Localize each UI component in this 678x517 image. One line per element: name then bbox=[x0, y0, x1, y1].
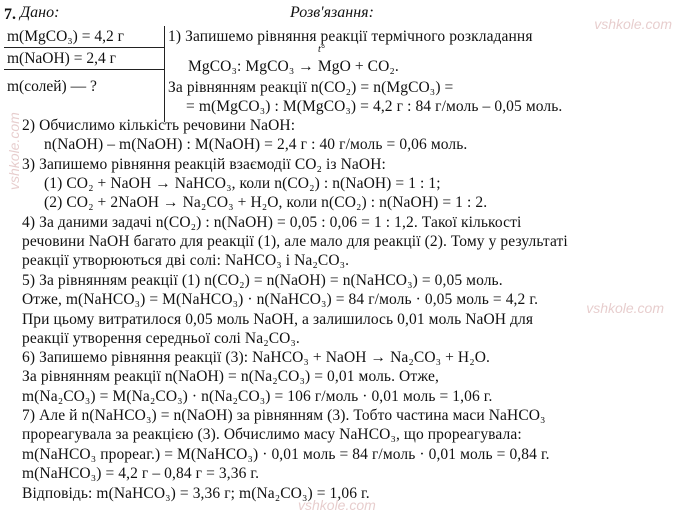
solution-line: При цьому витратилося 0,05 моль NaOH, а залишилось 0,01 моль NaOH для bbox=[22, 311, 534, 328]
solution-line: (1) CO₂ + NaOH → NaHCO₃, коли n(CO₂) : n(NaOH) = 1 : 1; bbox=[44, 175, 441, 192]
solution-line: m(Na₂CO₃) = M(Na₂CO₃) · n(Na₂CO₃) = 106 г/моль · 0,01 моль = 1,06 г. bbox=[22, 388, 493, 405]
given-find-salts: m(солей) — ? bbox=[7, 78, 97, 95]
solution-line: MgCO₃: MgCO₃ → MgO + CO₂. bbox=[188, 58, 399, 75]
solution-line: прореагувала за реакцією (3). Обчислимо масу NaHCO₃, що прореагувала: bbox=[22, 426, 522, 443]
solution-line: 6) Запишемо рівняння реакції (3): NaHCO₃ + NaOH → Na₂CO₃ + H₂O. bbox=[22, 349, 490, 366]
watermark-text: vshkole.com bbox=[586, 300, 664, 316]
watermark-text: vshkole.com bbox=[298, 497, 376, 513]
solution-line: речовини NaOH багато для реакції (1), але мало для реакції (2). Тому у результаті bbox=[22, 233, 568, 250]
solution-line: За рівнянням реакції n(CO₂) = n(MgCO₃) = bbox=[168, 79, 454, 96]
answer-line: Відповідь: m(NaHCO₃) = 3,36 г; m(Na₂CO₃) = 1,06 г. bbox=[22, 485, 370, 502]
given-rule-1 bbox=[4, 47, 164, 48]
given-mass-mgco3: m(MgCO₃) = 4,2 г bbox=[7, 28, 124, 45]
solution-line: реакції утворення середньої солі Na₂CO₃. bbox=[22, 330, 300, 347]
solution-line: = m(MgCO₃) : M(MgCO₃) = 4,2 г : 84 г/моль – 0,05 моль. bbox=[186, 98, 563, 115]
watermark-text: vshkole.com bbox=[594, 16, 672, 32]
given-title: Дано: bbox=[20, 4, 60, 21]
solution-line: 4) За даними задачі n(CO₂) : n(NaOH) = 0,05 : 0,06 = 1 : 1,2. Такої кількості bbox=[22, 214, 522, 231]
problem-number: 7. bbox=[4, 6, 16, 23]
given-rule-2 bbox=[4, 69, 164, 70]
solution-line: реакції утворюються дві солі: NaHCO₃ і Na₂CO₃. bbox=[22, 252, 350, 269]
solution-line: m(NaHCO₃) = 4,2 г – 0,84 г = 3,36 г. bbox=[22, 465, 260, 482]
solution-line: 7) Але й n(NaHCO₃) = n(NaOH) за рівнянням (3). Тобто частина маси NaHCO₃ bbox=[22, 407, 546, 424]
solution-line: Отже, m(NaHCO₃) = M(NaHCO₃) · n(NaHCO₃) = 84 г/моль · 0,05 моль = 4,2 г. bbox=[22, 291, 539, 308]
solution-line: m(NaHCO₃ прореаг.) = M(NaHCO₃) · 0,01 моль = 84 г/моль · 0,01 моль = 0,84 г. bbox=[22, 446, 550, 463]
given-separator bbox=[164, 26, 165, 122]
reaction-condition-t: t° bbox=[318, 44, 325, 55]
solution-line: (2) CO₂ + 2NaOH → Na₂CO₃ + H₂O, коли n(CO₂) : n(NaOH) = 1 : 2. bbox=[44, 194, 488, 211]
solution-title: Розв'язання: bbox=[290, 4, 374, 21]
given-mass-naoh: m(NaOH) = 2,4 г bbox=[7, 50, 116, 67]
solution-line: За рівнянням реакції n(NaOH) = n(Na₂CO₃) = 0,01 моль. Отже, bbox=[22, 368, 439, 385]
solution-line: 2) Обчислимо кількість речовини NaOH: bbox=[22, 117, 296, 134]
solution-line: 1) Запишемо рівняння реакції термічного розкладання bbox=[168, 28, 533, 45]
solution-line: 5) За рівнянням реакції (1) n(CO₂) = n(NaOH) = n(NaHCO₃) = 0,05 моль. bbox=[22, 272, 503, 289]
solution-line: 3) Запишемо рівняння реакцій взаємодії CO₂ із NaOH: bbox=[22, 156, 386, 173]
watermark-text: vshkole.com bbox=[6, 112, 22, 190]
solution-line: n(NaOH) – m(NaOH) : M(NaOH) = 2,4 г : 40 г/моль = 0,06 моль. bbox=[44, 136, 468, 153]
